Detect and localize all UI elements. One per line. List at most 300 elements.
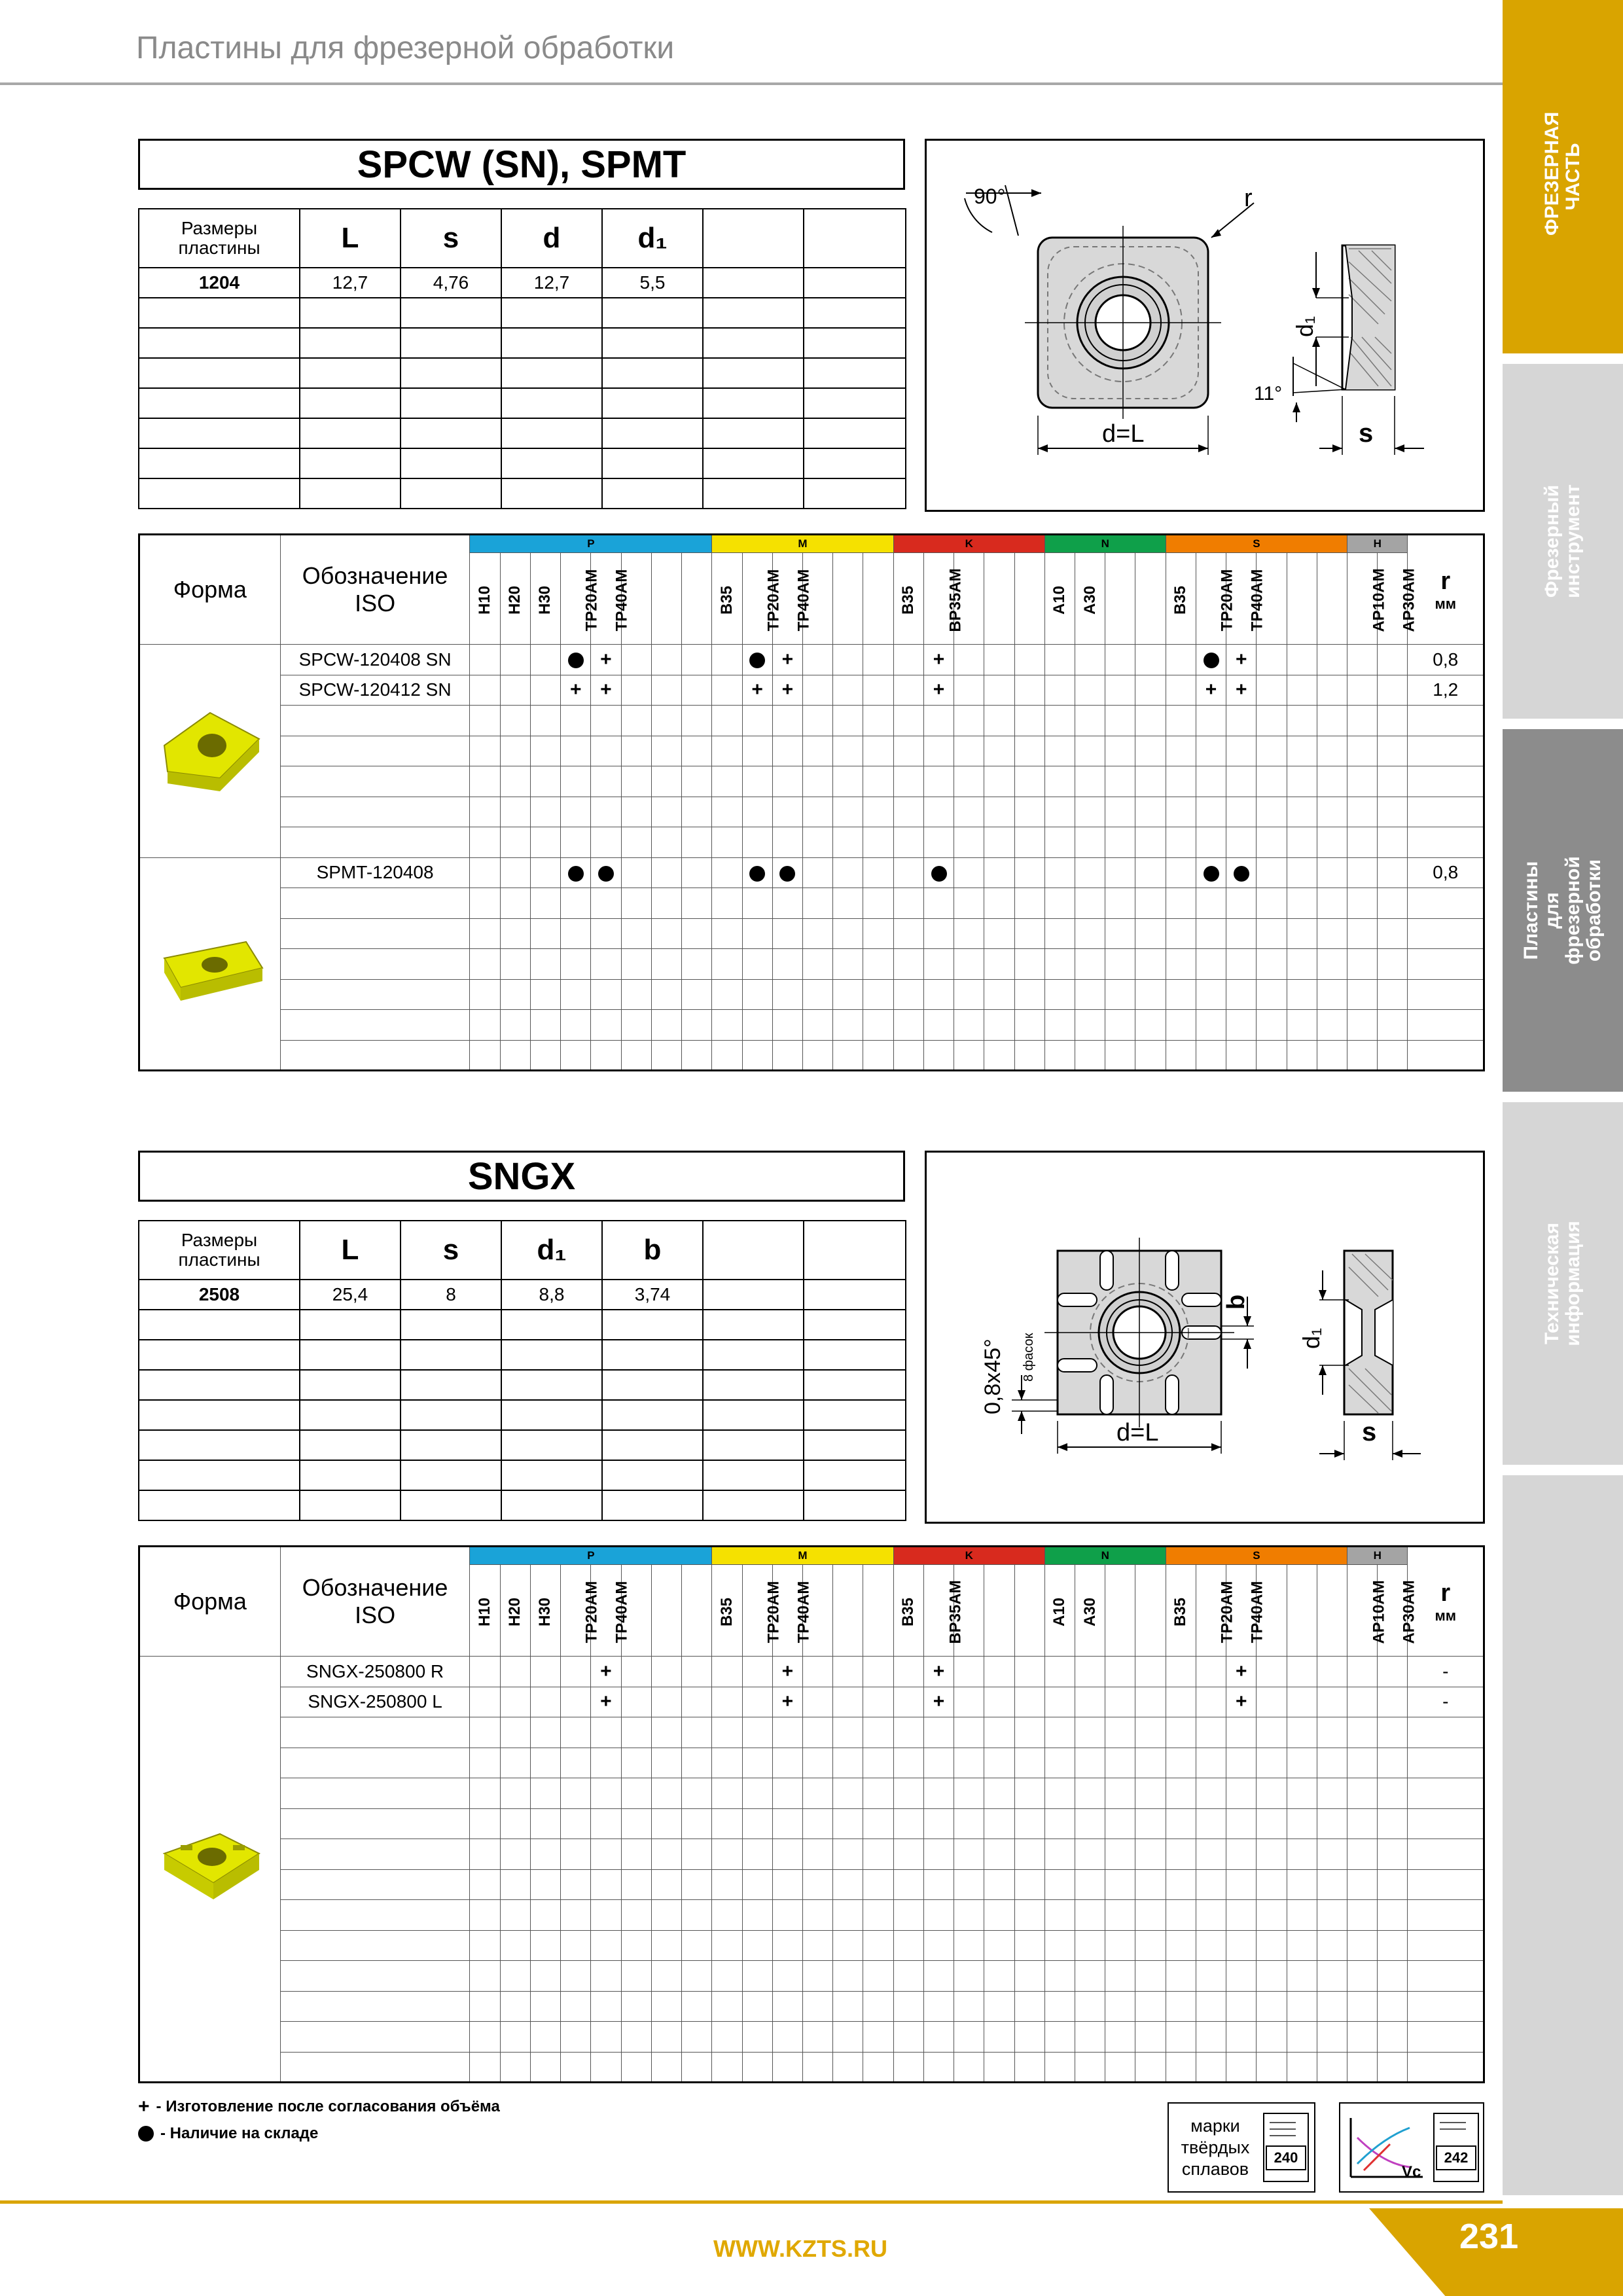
grade-cell xyxy=(863,766,893,797)
grade-cell xyxy=(1257,1808,1287,1839)
iso-code xyxy=(280,1930,470,1961)
grade-header: A30 xyxy=(1075,1565,1105,1657)
dim-header xyxy=(804,1221,906,1280)
iso-code: SPMT-120408 xyxy=(280,857,470,888)
grade-cell xyxy=(802,675,832,706)
dot-icon xyxy=(568,653,584,668)
iso-code xyxy=(280,736,470,766)
dot-icon xyxy=(779,866,795,882)
grade-cell xyxy=(561,1991,591,2022)
grade-cell xyxy=(500,645,530,675)
grade-cell xyxy=(651,675,681,706)
grade-cell xyxy=(1347,857,1378,888)
grade-cell xyxy=(893,979,923,1010)
grade-header: AP10AM xyxy=(1347,553,1378,645)
grade-cell xyxy=(1226,949,1257,980)
grade-cell xyxy=(561,827,591,858)
side-tab-label: ФРЕЗЕРНАЯ ЧАСТЬ xyxy=(1541,111,1584,236)
grade-cell xyxy=(742,888,772,919)
grade-cell xyxy=(923,1748,954,1778)
grade-cell xyxy=(802,1839,832,1870)
grade-cell xyxy=(1317,675,1347,706)
grade-cell xyxy=(530,1900,560,1931)
table-row xyxy=(139,979,1484,1010)
grade-cell xyxy=(1347,1748,1378,1778)
grade-cell xyxy=(500,1778,530,1809)
grade-cell xyxy=(954,2052,984,2083)
grade-cell xyxy=(772,949,802,980)
grade-cell xyxy=(651,1748,681,1778)
grade-cell xyxy=(1135,1657,1166,1687)
grade-cell xyxy=(954,1991,984,2022)
grade-cell xyxy=(1014,949,1044,980)
grade-cell xyxy=(1075,1748,1105,1778)
grade-cell xyxy=(1257,736,1287,766)
grade-cell xyxy=(500,1657,530,1687)
plus-icon: + xyxy=(781,679,794,701)
drawing-label-d1: d₁ xyxy=(1291,315,1318,337)
grade-cell xyxy=(500,1839,530,1870)
grade-cell xyxy=(651,949,681,980)
grade-cell xyxy=(621,1748,651,1778)
grade-cell xyxy=(1196,1869,1226,1900)
dot-icon xyxy=(598,866,614,882)
grade-cell xyxy=(1287,1717,1317,1748)
sngx-insert-image xyxy=(154,1818,266,1916)
grade-cell xyxy=(772,766,802,797)
grade-cell xyxy=(1378,1778,1408,1809)
grade-cell xyxy=(561,675,591,706)
table-row xyxy=(139,766,1484,797)
grade-cell xyxy=(500,2022,530,2053)
iso-code xyxy=(280,1717,470,1748)
plus-icon: + xyxy=(138,2096,150,2117)
iso-code xyxy=(280,1040,470,1071)
side-tab-tech-info[interactable] xyxy=(1503,1102,1623,1465)
grade-cell xyxy=(591,1808,621,1839)
grade-cell xyxy=(591,645,621,675)
grade-cell xyxy=(742,827,772,858)
grade-cell xyxy=(591,1717,621,1748)
grade-header xyxy=(651,553,681,645)
grade-cell xyxy=(1075,949,1105,980)
grade-cell xyxy=(1287,1748,1317,1778)
grade-cell xyxy=(1317,1657,1347,1687)
grade-cell xyxy=(1166,645,1196,675)
grade-cell xyxy=(470,949,500,980)
plus-icon: + xyxy=(751,679,763,701)
iso-code: SNGX-250800 L xyxy=(280,1687,470,1717)
grade-cell xyxy=(893,675,923,706)
grade-cell xyxy=(1044,888,1075,919)
grade-cell xyxy=(1166,827,1196,858)
grade-cell xyxy=(591,1900,621,1931)
grade-cell xyxy=(591,1778,621,1809)
grade-cell xyxy=(500,1961,530,1992)
grade-header: TP40AM xyxy=(1226,553,1257,645)
grade-cell xyxy=(1226,1839,1257,1870)
grade-cell xyxy=(712,1010,742,1041)
radius-value: 0,8 xyxy=(1408,857,1484,888)
radius-value xyxy=(1408,1748,1484,1778)
grade-cell xyxy=(470,1748,500,1778)
grade-header xyxy=(863,553,893,645)
grade-cell xyxy=(681,1900,711,1931)
grade-cell xyxy=(1105,1930,1135,1961)
dim-header: L xyxy=(300,1221,401,1280)
dim-cell: 25,4 xyxy=(300,1280,401,1310)
grade-cell xyxy=(954,797,984,827)
grade-cell xyxy=(500,766,530,797)
grade-cell xyxy=(470,2022,500,2053)
grade-cell xyxy=(1317,1010,1347,1041)
grade-cell xyxy=(1196,1657,1226,1687)
grade-cell xyxy=(984,918,1014,949)
grade-cell xyxy=(1257,1930,1287,1961)
grade-cell xyxy=(591,736,621,766)
grade-cell xyxy=(1378,1869,1408,1900)
grade-cell xyxy=(1166,1657,1196,1687)
grade-cell xyxy=(833,797,863,827)
grade-cell xyxy=(561,857,591,888)
iso-code xyxy=(280,2052,470,2083)
iso-code xyxy=(280,888,470,919)
grade-cell xyxy=(500,1808,530,1839)
grade-cell xyxy=(681,949,711,980)
grade-cell xyxy=(1196,706,1226,736)
side-tab-milling-inserts[interactable] xyxy=(1503,729,1623,1092)
grade-cell xyxy=(470,1808,500,1839)
grade-header xyxy=(1105,1565,1135,1657)
radius-value xyxy=(1408,1991,1484,2022)
grade-cell xyxy=(1044,1040,1075,1071)
grade-cell xyxy=(530,675,560,706)
grade-cell xyxy=(470,706,500,736)
grade-cell xyxy=(1014,2052,1044,2083)
grade-cell xyxy=(742,2052,772,2083)
grade-cell xyxy=(802,1961,832,1992)
dimensions-table-spcw xyxy=(138,208,906,509)
grade-cell xyxy=(1347,2052,1378,2083)
grade-cell xyxy=(863,1991,893,2022)
grade-cell xyxy=(923,1900,954,1931)
table-row xyxy=(139,1657,1484,1687)
grade-cell xyxy=(591,1930,621,1961)
grade-cell xyxy=(1105,1687,1135,1717)
grade-cell xyxy=(1347,979,1378,1010)
grade-cell xyxy=(651,2022,681,2053)
grade-cell xyxy=(1226,1687,1257,1717)
grade-cell xyxy=(470,1657,500,1687)
table-row xyxy=(139,1778,1484,1809)
grade-cell xyxy=(923,1839,954,1870)
grade-header: A10 xyxy=(1044,1565,1075,1657)
grade-cell xyxy=(1287,1900,1317,1931)
grade-cell xyxy=(651,1961,681,1992)
spcw-drawing-svg xyxy=(927,141,1483,510)
grade-cell xyxy=(561,1748,591,1778)
grade-cell xyxy=(681,766,711,797)
grade-cell xyxy=(1317,645,1347,675)
iso-code xyxy=(280,1010,470,1041)
side-tab-label: Техническая информация xyxy=(1541,1221,1584,1346)
radius-value xyxy=(1408,979,1484,1010)
grade-cell xyxy=(984,706,1014,736)
legend-dot xyxy=(138,2125,318,2143)
grade-cell xyxy=(530,2052,560,2083)
grade-cell xyxy=(893,645,923,675)
grade-cell xyxy=(802,949,832,980)
grade-cell xyxy=(893,1010,923,1041)
grade-cell xyxy=(470,797,500,827)
iso-code xyxy=(280,797,470,827)
grade-cell xyxy=(470,1717,500,1748)
grade-cell xyxy=(923,1930,954,1961)
col-header-iso: Обозначение ISO xyxy=(280,1547,470,1657)
grade-cell xyxy=(561,1657,591,1687)
grade-cell xyxy=(742,2022,772,2053)
radius-value xyxy=(1408,1010,1484,1041)
grade-cell xyxy=(923,736,954,766)
grade-cell xyxy=(500,979,530,1010)
grade-cell xyxy=(1135,1010,1166,1041)
grade-cell xyxy=(1044,1778,1075,1809)
grade-cell xyxy=(984,1839,1014,1870)
grade-cell xyxy=(1044,857,1075,888)
grade-cell xyxy=(1166,736,1196,766)
grade-cell xyxy=(1014,1010,1044,1041)
grade-cell xyxy=(712,1687,742,1717)
grade-cell xyxy=(1196,1687,1226,1717)
grade-cell xyxy=(1105,1991,1135,2022)
insert-shape-cell xyxy=(139,645,281,858)
grade-cell xyxy=(1196,1930,1226,1961)
grade-cell xyxy=(1044,766,1075,797)
grade-cell xyxy=(772,1961,802,1992)
grade-cell xyxy=(530,1808,560,1839)
grade-cell xyxy=(1317,1717,1347,1748)
grade-cell xyxy=(742,857,772,888)
grade-cell xyxy=(1226,1778,1257,1809)
grade-cell xyxy=(833,1010,863,1041)
grade-cell xyxy=(561,1040,591,1071)
grade-cell xyxy=(1014,888,1044,919)
grade-cell xyxy=(470,1839,500,1870)
grade-cell xyxy=(1105,918,1135,949)
grade-cell xyxy=(833,1778,863,1809)
grades-table-sngx xyxy=(138,1545,1485,2083)
grade-cell xyxy=(1378,857,1408,888)
grade-cell xyxy=(802,706,832,736)
grade-cell xyxy=(863,1778,893,1809)
grade-cell xyxy=(833,1808,863,1839)
iso-code xyxy=(280,1900,470,1931)
grade-cell xyxy=(833,736,863,766)
grade-cell xyxy=(802,2052,832,2083)
grade-cell xyxy=(772,2052,802,2083)
grade-cell xyxy=(1166,797,1196,827)
grade-cell xyxy=(954,1930,984,1961)
ref-carbide-grades[interactable] xyxy=(1168,2102,1315,2193)
grade-cell xyxy=(772,888,802,919)
grade-cell xyxy=(772,1717,802,1748)
grade-cell xyxy=(1166,1748,1196,1778)
grade-cell xyxy=(681,1930,711,1961)
grade-cell xyxy=(1347,2022,1378,2053)
grade-cell xyxy=(1347,918,1378,949)
grade-header xyxy=(833,553,863,645)
col-header-r: r мм xyxy=(1408,535,1484,645)
radius-value xyxy=(1408,1869,1484,1900)
grade-header xyxy=(984,1565,1014,1657)
grade-cell xyxy=(591,706,621,736)
grade-cell xyxy=(500,1040,530,1071)
grade-cell xyxy=(893,857,923,888)
grade-cell xyxy=(893,1869,923,1900)
grade-cell xyxy=(681,645,711,675)
ref-page: 242 xyxy=(1436,2145,1476,2170)
grade-cell xyxy=(863,1869,893,1900)
grade-header xyxy=(1135,553,1166,645)
grade-cell xyxy=(1105,1778,1135,1809)
grade-header xyxy=(681,553,711,645)
footer-line xyxy=(0,2200,1503,2204)
grade-cell xyxy=(893,1839,923,1870)
grade-cell xyxy=(1257,1687,1287,1717)
grade-cell xyxy=(772,827,802,858)
grade-cell xyxy=(1257,2022,1287,2053)
grade-cell xyxy=(1287,1961,1317,1992)
grade-cell xyxy=(1196,979,1226,1010)
grade-cell xyxy=(1287,766,1317,797)
grade-cell xyxy=(863,736,893,766)
grade-cell xyxy=(833,645,863,675)
plus-icon: + xyxy=(569,679,582,701)
grade-cell xyxy=(470,918,500,949)
grade-cell xyxy=(1135,736,1166,766)
grade-cell xyxy=(863,797,893,827)
grade-cell xyxy=(772,645,802,675)
grade-cell xyxy=(1075,2052,1105,2083)
grade-cell xyxy=(833,1869,863,1900)
side-tab-milling-part[interactable] xyxy=(1503,0,1623,353)
table-row xyxy=(139,1717,1484,1748)
footer-url[interactable]: WWW.KZTS.RU xyxy=(713,2235,887,2262)
grade-cell xyxy=(954,1839,984,1870)
grade-cell xyxy=(1166,918,1196,949)
grade-cell xyxy=(561,1839,591,1870)
radius-value: - xyxy=(1408,1657,1484,1687)
drawing-label-dl: d=L xyxy=(1116,1419,1159,1446)
plus-icon: + xyxy=(933,1660,945,1682)
grade-cell xyxy=(772,1839,802,1870)
grade-cell xyxy=(1196,1778,1226,1809)
grade-cell xyxy=(893,918,923,949)
grade-cell xyxy=(712,1991,742,2022)
grade-cell xyxy=(1347,1657,1378,1687)
table-row xyxy=(139,1991,1484,2022)
grade-cell xyxy=(1135,1717,1166,1748)
grade-cell xyxy=(1196,888,1226,919)
grade-cell xyxy=(1135,949,1166,980)
side-tab-milling-tools[interactable] xyxy=(1503,364,1623,719)
grade-cell xyxy=(712,1657,742,1687)
grade-cell xyxy=(621,888,651,919)
grade-cell xyxy=(923,1010,954,1041)
grade-cell xyxy=(1044,1687,1075,1717)
grade-cell xyxy=(591,888,621,919)
grade-cell xyxy=(923,2052,954,2083)
grade-cell xyxy=(712,645,742,675)
plus-icon: + xyxy=(1235,679,1247,701)
grade-header: BP35AM xyxy=(923,553,954,645)
grade-cell xyxy=(1166,1961,1196,1992)
page-number: 231 xyxy=(1459,2217,1519,2256)
table-row xyxy=(139,888,1484,919)
grade-cell xyxy=(984,1717,1014,1748)
dimensions-table-sngx xyxy=(138,1220,906,1521)
grade-cell xyxy=(742,979,772,1010)
grade-cell xyxy=(984,675,1014,706)
grade-cell xyxy=(1135,1839,1166,1870)
insert-shape-cell xyxy=(139,1657,281,2083)
grade-cell xyxy=(1287,1687,1317,1717)
grade-cell xyxy=(893,827,923,858)
grade-cell xyxy=(984,1778,1014,1809)
grade-cell xyxy=(1166,1040,1196,1071)
grade-cell xyxy=(772,1040,802,1071)
grade-cell xyxy=(1135,1991,1166,2022)
grade-header xyxy=(1014,1565,1044,1657)
grade-cell xyxy=(742,645,772,675)
grade-cell xyxy=(1014,1869,1044,1900)
grade-cell xyxy=(1166,979,1196,1010)
grade-cell xyxy=(621,1778,651,1809)
grade-cell xyxy=(954,736,984,766)
dim-cell: 12,7 xyxy=(300,268,401,298)
grade-cell xyxy=(833,2052,863,2083)
grade-cell xyxy=(1075,918,1105,949)
grade-cell xyxy=(893,2022,923,2053)
table-row xyxy=(139,1930,1484,1961)
grade-cell xyxy=(621,1839,651,1870)
grade-cell xyxy=(923,675,954,706)
grade-cell xyxy=(530,1748,560,1778)
grade-header: H20 xyxy=(500,553,530,645)
grade-cell xyxy=(470,888,500,919)
grade-cell xyxy=(712,918,742,949)
grade-cell xyxy=(1135,1748,1166,1778)
grade-cell xyxy=(712,706,742,736)
ref-cutting-speed[interactable] xyxy=(1339,2102,1484,2193)
grade-cell xyxy=(1378,797,1408,827)
grade-cell xyxy=(591,2052,621,2083)
grade-cell xyxy=(651,1808,681,1839)
grade-cell xyxy=(591,2022,621,2053)
grade-cell xyxy=(1105,766,1135,797)
table-row xyxy=(139,1748,1484,1778)
grade-cell xyxy=(1196,2022,1226,2053)
grade-cell xyxy=(1287,1778,1317,1809)
grade-header: B35 xyxy=(712,553,742,645)
grade-header xyxy=(651,1565,681,1657)
plus-icon: + xyxy=(781,1691,794,1713)
grade-cell xyxy=(802,1869,832,1900)
grade-cell xyxy=(621,1869,651,1900)
grade-cell xyxy=(1226,766,1257,797)
grade-cell xyxy=(1347,645,1378,675)
grade-cell xyxy=(833,1839,863,1870)
